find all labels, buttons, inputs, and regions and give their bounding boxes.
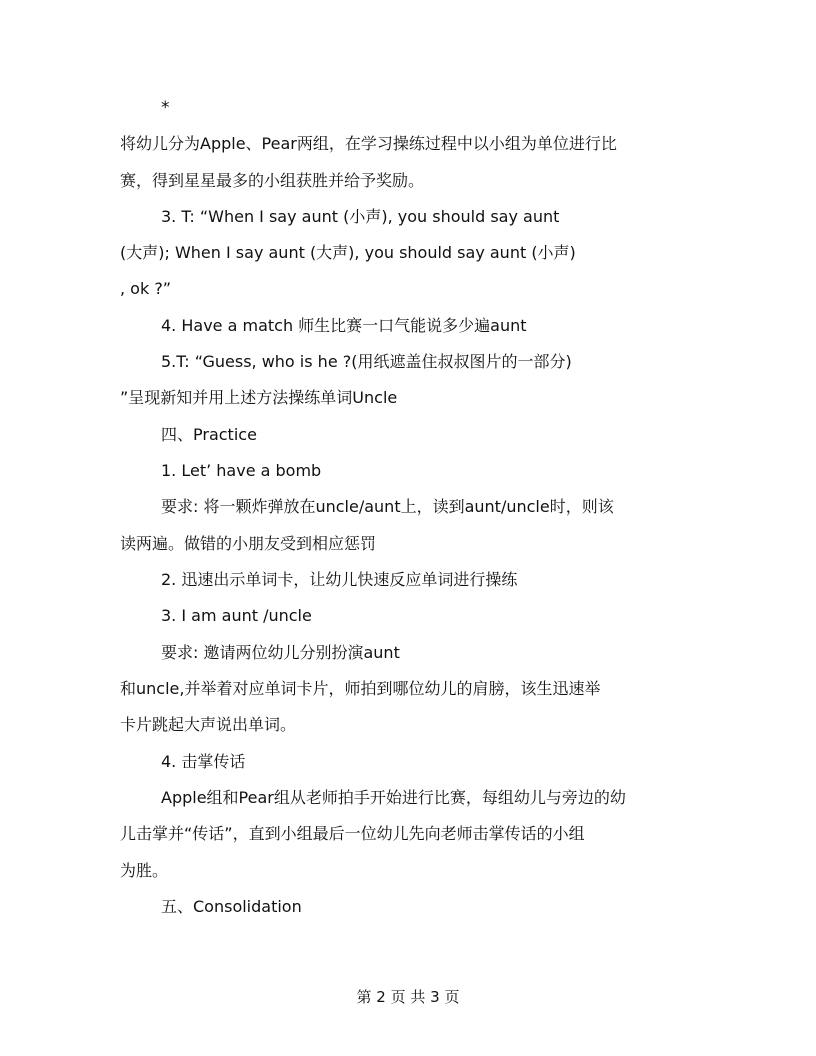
text-line: 为胜。 xyxy=(120,861,169,880)
text-line-bullet: * xyxy=(161,98,170,118)
text-line: 将幼儿分为Apple、Pear两组，在学习操练过程中以小组为单位进行比 xyxy=(120,134,617,153)
page-number-footer: 第 2 页 共 3 页 xyxy=(356,988,460,1006)
section-heading-practice: 四、Practice xyxy=(161,425,257,444)
text-line: 要求: 邀请两位幼儿分别扮演aunt xyxy=(161,643,400,662)
text-line: 读两遍。做错的小朋友受到相应惩罚 xyxy=(120,534,377,553)
text-line: 1. Let’ have a bomb xyxy=(161,461,322,480)
text-line: Apple组和Pear组从老师拍手开始进行比赛，每组幼儿与旁边的幼 xyxy=(161,788,626,807)
text-line: (大声); When I say aunt (大声), you should say aunt (小声) xyxy=(120,243,576,262)
text-line: 5.T: “Guess, who is he ?(用纸遮盖住叔叔图片的一部分) xyxy=(161,352,572,371)
text-line: 卡片跳起大声说出单词。 xyxy=(120,715,297,734)
text-line: 4. 击掌传话 xyxy=(161,752,246,771)
text-line: 4. Have a match 师生比赛一口气能说多少遍aunt xyxy=(161,316,527,335)
text-line: 要求: 将一颗炸弹放在uncle/aunt上，读到aunt/uncle时，则该 xyxy=(161,497,614,516)
text-line: 儿击掌并“传话”，直到小组最后一位幼儿先向老师击掌传话的小组 xyxy=(120,824,585,843)
text-line: 3. T: “When I say aunt (小声), you should say aunt xyxy=(161,207,560,226)
text-line: 赛，得到星星最多的小组获胜并给予奖励。 xyxy=(120,171,425,190)
text-line: 2. 迅速出示单词卡，让幼儿快速反应单词进行操练 xyxy=(161,570,518,589)
section-heading-consolidation: 五、Consolidation xyxy=(161,897,302,916)
text-line: , ok ?” xyxy=(120,279,172,298)
text-line: 3. I am aunt /uncle xyxy=(161,606,312,625)
text-line: 和uncle,并举着对应单词卡片，师拍到哪位幼儿的肩膀，该生迅速举 xyxy=(120,679,601,698)
text-line: ”呈现新知并用上述方法操练单词Uncle xyxy=(120,388,398,407)
